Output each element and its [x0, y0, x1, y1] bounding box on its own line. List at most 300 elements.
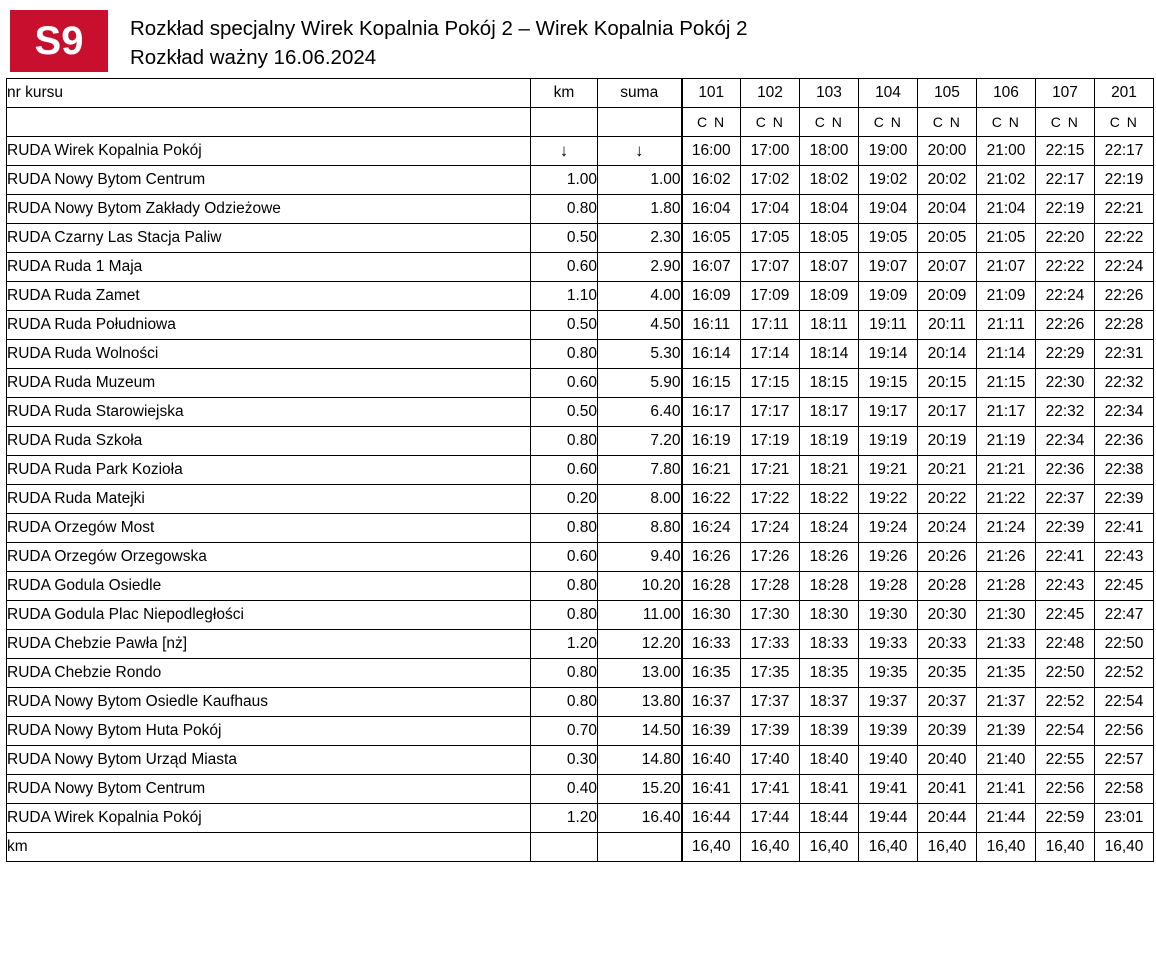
- time-cell: 22:58: [1095, 775, 1154, 804]
- suma-cell: 4.00: [598, 282, 682, 311]
- footer-km-label: km: [7, 833, 531, 862]
- time-cell: 17:41: [741, 775, 800, 804]
- time-cell: 22:41: [1095, 514, 1154, 543]
- time-cell: 16:02: [682, 166, 741, 195]
- time-cell: 20:15: [918, 369, 977, 398]
- time-cell: 16:05: [682, 224, 741, 253]
- time-cell: 19:39: [859, 717, 918, 746]
- time-cell: 21:02: [977, 166, 1036, 195]
- time-cell: 22:24: [1095, 253, 1154, 282]
- time-cell: 17:02: [741, 166, 800, 195]
- stop-name: RUDA Godula Plac Niepodległości: [7, 601, 531, 630]
- time-cell: 18:14: [800, 340, 859, 369]
- time-cell: 22:22: [1095, 224, 1154, 253]
- suma-cell: 10.20: [598, 572, 682, 601]
- time-cell: 21:05: [977, 224, 1036, 253]
- time-cell: 17:09: [741, 282, 800, 311]
- time-cell: 16:22: [682, 485, 741, 514]
- time-cell: 17:07: [741, 253, 800, 282]
- time-cell: 16:17: [682, 398, 741, 427]
- time-cell: 22:37: [1036, 485, 1095, 514]
- time-cell: 17:44: [741, 804, 800, 833]
- time-cell: 18:28: [800, 572, 859, 601]
- time-cell: 19:30: [859, 601, 918, 630]
- time-cell: 16:04: [682, 195, 741, 224]
- km-cell: 0.50: [531, 224, 598, 253]
- header-course-107: 107: [1036, 79, 1095, 108]
- time-cell: 17:33: [741, 630, 800, 659]
- time-cell: 20:04: [918, 195, 977, 224]
- time-cell: 21:17: [977, 398, 1036, 427]
- time-cell: 19:26: [859, 543, 918, 572]
- stop-name: RUDA Ruda Południowa: [7, 311, 531, 340]
- suma-cell: 6.40: [598, 398, 682, 427]
- stop-name: RUDA Nowy Bytom Osiedle Kaufhaus: [7, 688, 531, 717]
- time-cell: 20:02: [918, 166, 977, 195]
- time-cell: 22:48: [1036, 630, 1095, 659]
- km-cell: 0.50: [531, 398, 598, 427]
- time-cell: 22:32: [1036, 398, 1095, 427]
- time-cell: 21:28: [977, 572, 1036, 601]
- time-cell: 20:40: [918, 746, 977, 775]
- table-footer-row: [7, 833, 1154, 862]
- stop-name: RUDA Ruda Szkoła: [7, 427, 531, 456]
- time-cell: 22:45: [1095, 572, 1154, 601]
- time-cell: 19:17: [859, 398, 918, 427]
- time-cell: 18:44: [800, 804, 859, 833]
- time-cell: 16:09: [682, 282, 741, 311]
- time-cell: 17:21: [741, 456, 800, 485]
- suma-cell: 7.80: [598, 456, 682, 485]
- km-cell: 1.20: [531, 804, 598, 833]
- time-cell: 16:35: [682, 659, 741, 688]
- km-cell: 0.60: [531, 369, 598, 398]
- time-cell: 19:14: [859, 340, 918, 369]
- suma-cell: 2.30: [598, 224, 682, 253]
- time-cell: 20:44: [918, 804, 977, 833]
- suma-arrow-icon: ↓: [598, 137, 682, 166]
- time-cell: 22:30: [1036, 369, 1095, 398]
- time-cell: 18:40: [800, 746, 859, 775]
- time-cell: 17:39: [741, 717, 800, 746]
- time-cell: 19:35: [859, 659, 918, 688]
- time-cell: 17:24: [741, 514, 800, 543]
- km-cell: 0.80: [531, 601, 598, 630]
- table-row: [7, 601, 1154, 630]
- time-cell: 19:04: [859, 195, 918, 224]
- suma-cell: 13.80: [598, 688, 682, 717]
- time-cell: 19:09: [859, 282, 918, 311]
- time-cell: 21:00: [977, 137, 1036, 166]
- time-cell: 21:35: [977, 659, 1036, 688]
- suma-cell: 14.80: [598, 746, 682, 775]
- time-cell: 22:43: [1036, 572, 1095, 601]
- time-cell: 22:21: [1095, 195, 1154, 224]
- time-cell: 17:15: [741, 369, 800, 398]
- table-row: [7, 659, 1154, 688]
- time-cell: 22:39: [1095, 485, 1154, 514]
- time-cell: 22:26: [1095, 282, 1154, 311]
- suma-cell: 1.00: [598, 166, 682, 195]
- time-cell: 21:09: [977, 282, 1036, 311]
- time-cell: 21:04: [977, 195, 1036, 224]
- table-row: [7, 369, 1154, 398]
- km-cell: 0.40: [531, 775, 598, 804]
- time-cell: 22:20: [1036, 224, 1095, 253]
- stop-name: RUDA Orzegów Orzegowska: [7, 543, 531, 572]
- time-cell: 17:05: [741, 224, 800, 253]
- header-course-201: 201: [1095, 79, 1154, 108]
- time-cell: 22:22: [1036, 253, 1095, 282]
- time-cell: 21:37: [977, 688, 1036, 717]
- table-row: [7, 427, 1154, 456]
- stop-name: RUDA Nowy Bytom Zakłady Odzieżowe: [7, 195, 531, 224]
- time-cell: 20:11: [918, 311, 977, 340]
- daymarks-km-spacer: [531, 108, 598, 137]
- header-course-105: 105: [918, 79, 977, 108]
- time-cell: 22:47: [1095, 601, 1154, 630]
- time-cell: 17:00: [741, 137, 800, 166]
- table-row: [7, 804, 1154, 833]
- time-cell: 16:19: [682, 427, 741, 456]
- table-row: [7, 543, 1154, 572]
- stop-name: RUDA Ruda Park Kozioła: [7, 456, 531, 485]
- time-cell: 19:00: [859, 137, 918, 166]
- suma-cell: 13.00: [598, 659, 682, 688]
- suma-cell: 16.40: [598, 804, 682, 833]
- time-cell: 17:37: [741, 688, 800, 717]
- header-stop-label: nr kursu: [7, 79, 531, 108]
- validity-subtitle: Rozkład ważny 16.06.2024: [130, 46, 377, 69]
- time-cell: 22:15: [1036, 137, 1095, 166]
- time-cell: 18:37: [800, 688, 859, 717]
- page-header: [0, 0, 1156, 78]
- table-row: [7, 311, 1154, 340]
- time-cell: 20:37: [918, 688, 977, 717]
- table-row: [7, 485, 1154, 514]
- daymark-107: C N: [1036, 108, 1095, 137]
- footer-total-201: 16,40: [1095, 833, 1154, 862]
- suma-cell: 15.20: [598, 775, 682, 804]
- time-cell: 22:55: [1036, 746, 1095, 775]
- time-cell: 20:41: [918, 775, 977, 804]
- time-cell: 19:28: [859, 572, 918, 601]
- time-cell: 22:19: [1095, 166, 1154, 195]
- time-cell: 16:15: [682, 369, 741, 398]
- daymark-103: C N: [800, 108, 859, 137]
- header-row-daymarks: [7, 108, 1154, 137]
- time-cell: 23:01: [1095, 804, 1154, 833]
- stop-name: RUDA Ruda Zamet: [7, 282, 531, 311]
- time-cell: 22:34: [1095, 398, 1154, 427]
- daymarks-stop-spacer: [7, 108, 531, 137]
- time-cell: 22:43: [1095, 543, 1154, 572]
- time-cell: 16:41: [682, 775, 741, 804]
- daymark-105: C N: [918, 108, 977, 137]
- suma-cell: 14.50: [598, 717, 682, 746]
- time-cell: 18:07: [800, 253, 859, 282]
- time-cell: 21:40: [977, 746, 1036, 775]
- timetable: [6, 78, 1154, 862]
- stop-name: RUDA Ruda Starowiejska: [7, 398, 531, 427]
- km-cell: 0.80: [531, 195, 598, 224]
- header-course-104: 104: [859, 79, 918, 108]
- time-cell: 16:37: [682, 688, 741, 717]
- time-cell: 21:26: [977, 543, 1036, 572]
- stop-name: RUDA Nowy Bytom Centrum: [7, 166, 531, 195]
- time-cell: 17:11: [741, 311, 800, 340]
- suma-cell: 4.50: [598, 311, 682, 340]
- time-cell: 20:26: [918, 543, 977, 572]
- km-cell: 0.80: [531, 572, 598, 601]
- time-cell: 16:26: [682, 543, 741, 572]
- km-cell: 0.60: [531, 253, 598, 282]
- time-cell: 16:11: [682, 311, 741, 340]
- time-cell: 20:09: [918, 282, 977, 311]
- footer-km-spacer: [531, 833, 598, 862]
- time-cell: 18:21: [800, 456, 859, 485]
- time-cell: 16:14: [682, 340, 741, 369]
- table-row: [7, 195, 1154, 224]
- time-cell: 19:07: [859, 253, 918, 282]
- time-cell: 22:54: [1036, 717, 1095, 746]
- time-cell: 17:35: [741, 659, 800, 688]
- suma-cell: 1.80: [598, 195, 682, 224]
- time-cell: 18:35: [800, 659, 859, 688]
- time-cell: 19:41: [859, 775, 918, 804]
- table-row: [7, 340, 1154, 369]
- time-cell: 21:24: [977, 514, 1036, 543]
- stop-name: RUDA Wirek Kopalnia Pokój: [7, 804, 531, 833]
- table-row: [7, 775, 1154, 804]
- suma-cell: 8.00: [598, 485, 682, 514]
- suma-cell: 9.40: [598, 543, 682, 572]
- time-cell: 16:07: [682, 253, 741, 282]
- time-cell: 18:05: [800, 224, 859, 253]
- suma-cell: 2.90: [598, 253, 682, 282]
- time-cell: 18:04: [800, 195, 859, 224]
- time-cell: 20:24: [918, 514, 977, 543]
- km-cell: 0.20: [531, 485, 598, 514]
- time-cell: 19:05: [859, 224, 918, 253]
- time-cell: 20:33: [918, 630, 977, 659]
- header-course-103: 103: [800, 79, 859, 108]
- stop-name: RUDA Wirek Kopalnia Pokój: [7, 137, 531, 166]
- time-cell: 21:11: [977, 311, 1036, 340]
- footer-total-101: 16,40: [682, 833, 741, 862]
- time-cell: 20:35: [918, 659, 977, 688]
- km-cell: 1.10: [531, 282, 598, 311]
- time-cell: 21:15: [977, 369, 1036, 398]
- time-cell: 22:41: [1036, 543, 1095, 572]
- header-text-block: [130, 10, 748, 72]
- time-cell: 17:28: [741, 572, 800, 601]
- time-cell: 17:19: [741, 427, 800, 456]
- line-number-badge: S9: [10, 10, 108, 72]
- suma-cell: 5.90: [598, 369, 682, 398]
- time-cell: 21:22: [977, 485, 1036, 514]
- time-cell: 22:50: [1095, 630, 1154, 659]
- time-cell: 18:30: [800, 601, 859, 630]
- time-cell: 22:56: [1095, 717, 1154, 746]
- page-title: Rozkład specjalny Wirek Kopalnia Pokój 2 – Wirek Kopalnia Pokój 2: [130, 17, 748, 40]
- daymark-101: C N: [682, 108, 741, 137]
- time-cell: 22:52: [1095, 659, 1154, 688]
- header-suma-label: suma: [598, 79, 682, 108]
- time-cell: 20:05: [918, 224, 977, 253]
- km-arrow-icon: ↓: [531, 137, 598, 166]
- footer-total-106: 16,40: [977, 833, 1036, 862]
- km-cell: 0.80: [531, 514, 598, 543]
- time-cell: 22:36: [1095, 427, 1154, 456]
- table-row: [7, 456, 1154, 485]
- time-cell: 22:54: [1095, 688, 1154, 717]
- time-cell: 17:14: [741, 340, 800, 369]
- km-cell: 0.80: [531, 427, 598, 456]
- stop-name: RUDA Chebzie Rondo: [7, 659, 531, 688]
- time-cell: 19:21: [859, 456, 918, 485]
- time-cell: 17:22: [741, 485, 800, 514]
- time-cell: 20:19: [918, 427, 977, 456]
- km-cell: 0.80: [531, 340, 598, 369]
- time-cell: 16:44: [682, 804, 741, 833]
- time-cell: 22:39: [1036, 514, 1095, 543]
- time-cell: 18:24: [800, 514, 859, 543]
- stop-name: RUDA Chebzie Pawła [nż]: [7, 630, 531, 659]
- km-cell: 1.20: [531, 630, 598, 659]
- table-row: [7, 224, 1154, 253]
- table-row: [7, 137, 1154, 166]
- footer-total-104: 16,40: [859, 833, 918, 862]
- time-cell: 19:22: [859, 485, 918, 514]
- time-cell: 21:19: [977, 427, 1036, 456]
- time-cell: 18:11: [800, 311, 859, 340]
- stop-name: RUDA Ruda Wolności: [7, 340, 531, 369]
- time-cell: 21:33: [977, 630, 1036, 659]
- time-cell: 16:39: [682, 717, 741, 746]
- suma-cell: 8.80: [598, 514, 682, 543]
- time-cell: 21:39: [977, 717, 1036, 746]
- time-cell: 22:38: [1095, 456, 1154, 485]
- table-row: [7, 282, 1154, 311]
- time-cell: 22:56: [1036, 775, 1095, 804]
- time-cell: 16:28: [682, 572, 741, 601]
- km-cell: 0.60: [531, 456, 598, 485]
- time-cell: 20:22: [918, 485, 977, 514]
- header-course-101: 101: [682, 79, 741, 108]
- time-cell: 18:15: [800, 369, 859, 398]
- km-cell: 0.60: [531, 543, 598, 572]
- time-cell: 16:21: [682, 456, 741, 485]
- time-cell: 19:11: [859, 311, 918, 340]
- km-cell: 0.30: [531, 746, 598, 775]
- table-row: [7, 717, 1154, 746]
- time-cell: 16:30: [682, 601, 741, 630]
- time-cell: 21:44: [977, 804, 1036, 833]
- stop-name: RUDA Ruda 1 Maja: [7, 253, 531, 282]
- time-cell: 17:17: [741, 398, 800, 427]
- table-row: [7, 572, 1154, 601]
- time-cell: 18:22: [800, 485, 859, 514]
- time-cell: 20:14: [918, 340, 977, 369]
- footer-total-105: 16,40: [918, 833, 977, 862]
- time-cell: 22:36: [1036, 456, 1095, 485]
- time-cell: 18:09: [800, 282, 859, 311]
- time-cell: 22:50: [1036, 659, 1095, 688]
- table-row: [7, 398, 1154, 427]
- stop-name: RUDA Nowy Bytom Urząd Miasta: [7, 746, 531, 775]
- time-cell: 17:40: [741, 746, 800, 775]
- time-cell: 22:29: [1036, 340, 1095, 369]
- table-row: [7, 630, 1154, 659]
- stop-name: RUDA Ruda Matejki: [7, 485, 531, 514]
- timetable-body: [7, 137, 1154, 862]
- km-cell: 0.80: [531, 659, 598, 688]
- time-cell: 22:59: [1036, 804, 1095, 833]
- suma-cell: 11.00: [598, 601, 682, 630]
- time-cell: 22:31: [1095, 340, 1154, 369]
- time-cell: 19:02: [859, 166, 918, 195]
- km-cell: 0.80: [531, 688, 598, 717]
- time-cell: 20:28: [918, 572, 977, 601]
- time-cell: 17:04: [741, 195, 800, 224]
- time-cell: 22:26: [1036, 311, 1095, 340]
- time-cell: 20:07: [918, 253, 977, 282]
- daymark-102: C N: [741, 108, 800, 137]
- time-cell: 21:41: [977, 775, 1036, 804]
- stop-name: RUDA Nowy Bytom Centrum: [7, 775, 531, 804]
- time-cell: 22:24: [1036, 282, 1095, 311]
- time-cell: 19:33: [859, 630, 918, 659]
- footer-total-102: 16,40: [741, 833, 800, 862]
- km-cell: 1.00: [531, 166, 598, 195]
- time-cell: 17:30: [741, 601, 800, 630]
- stop-name: RUDA Ruda Muzeum: [7, 369, 531, 398]
- time-cell: 22:34: [1036, 427, 1095, 456]
- time-cell: 20:00: [918, 137, 977, 166]
- time-cell: 19:40: [859, 746, 918, 775]
- suma-cell: 12.20: [598, 630, 682, 659]
- time-cell: 22:32: [1095, 369, 1154, 398]
- time-cell: 18:02: [800, 166, 859, 195]
- stop-name: RUDA Nowy Bytom Huta Pokój: [7, 717, 531, 746]
- table-row: [7, 253, 1154, 282]
- table-row: [7, 746, 1154, 775]
- time-cell: 22:57: [1095, 746, 1154, 775]
- header-km-label: km: [531, 79, 598, 108]
- stop-name: RUDA Orzegów Most: [7, 514, 531, 543]
- time-cell: 22:17: [1095, 137, 1154, 166]
- header-course-106: 106: [977, 79, 1036, 108]
- time-cell: 18:19: [800, 427, 859, 456]
- time-cell: 21:07: [977, 253, 1036, 282]
- footer-total-107: 16,40: [1036, 833, 1095, 862]
- time-cell: 20:21: [918, 456, 977, 485]
- footer-total-103: 16,40: [800, 833, 859, 862]
- time-cell: 18:39: [800, 717, 859, 746]
- time-cell: 16:33: [682, 630, 741, 659]
- time-cell: 21:30: [977, 601, 1036, 630]
- km-cell: 0.50: [531, 311, 598, 340]
- time-cell: 19:24: [859, 514, 918, 543]
- time-cell: 22:28: [1095, 311, 1154, 340]
- daymark-201: C N: [1095, 108, 1154, 137]
- stop-name: RUDA Godula Osiedle: [7, 572, 531, 601]
- header-course-102: 102: [741, 79, 800, 108]
- time-cell: 18:41: [800, 775, 859, 804]
- time-cell: 20:30: [918, 601, 977, 630]
- table-row: [7, 688, 1154, 717]
